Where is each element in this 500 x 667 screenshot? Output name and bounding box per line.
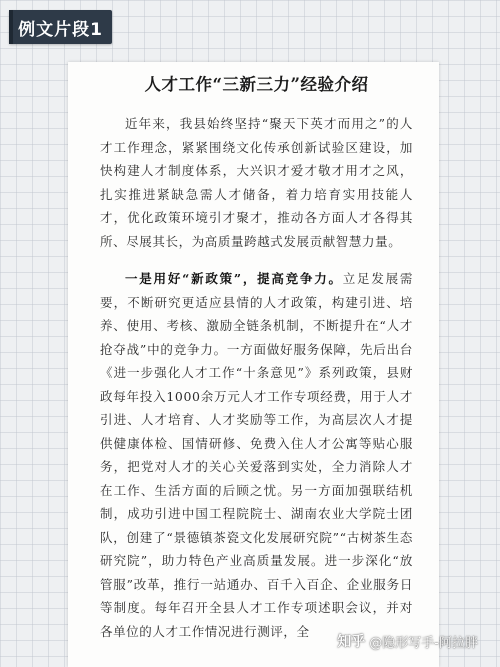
document-content — [100, 62, 413, 643]
example-tag — [9, 10, 112, 44]
policy-paragraph-lead: 一是用好“新政策”，提高竞争力。 — [125, 271, 343, 286]
document-page — [68, 62, 439, 667]
policy-paragraph — [100, 267, 413, 643]
policy-paragraph-body: 立足发展需要，不断研究更适应县情的人才政策，构建引进、培养、使用、考核、激励全链条机制，不断提升在“人才抢夺战”中的竞争力。一方面做好服务保障，先后出台《进一步强化人才工作“十条意见”》系列政策，县财政每年投入1000余万元人才工作专项经费，用于人才引进、人才培育、人才奖励等工作，为高层次人才提供健康体检、国情研修、免费入住人才公寓等贴心服务，把党对人才的关心关爱落到实处，全力消除人才在工作、生活方面的后顾之忧。另一方面加强联结机制，成功引进中国工程院院士、湖南农业大学院士团队，创建了“景德镇茶瓷文化发展研究院”“古树茶生态研究院”，助力特色产业高质量发展。进一步深化“放管服”改革，推行一站通办、百千入百企、企业服务日等制度。每年召开全县人才工作专项述职会议，并对各单位的人才工作情况进行测评，全 — [100, 271, 413, 639]
example-tag-label: 例文片段1 — [18, 19, 103, 40]
zhihu-watermark — [337, 631, 478, 651]
watermark-brand: 知乎 — [337, 634, 366, 650]
intro-paragraph: 近年来，我县始终坚持“聚天下英才而用之”的人才工作理念，紧紧围绕文化传承创新试验区建设，加快构建人才制度体系，大兴识才爱才敬才用才之风，扎实推进紧缺急需人才储备，着力培育实用技能人才，优化政策环境引才聚才，推动各方面人才各得其所、尽展其长，为高质量跨越式发展贡献智慧力量。 — [100, 116, 413, 249]
document-title: 人才工作“三新三力”经验介绍 — [144, 75, 369, 94]
watermark-user: @隐形写手-阿拉胖 — [369, 635, 478, 651]
